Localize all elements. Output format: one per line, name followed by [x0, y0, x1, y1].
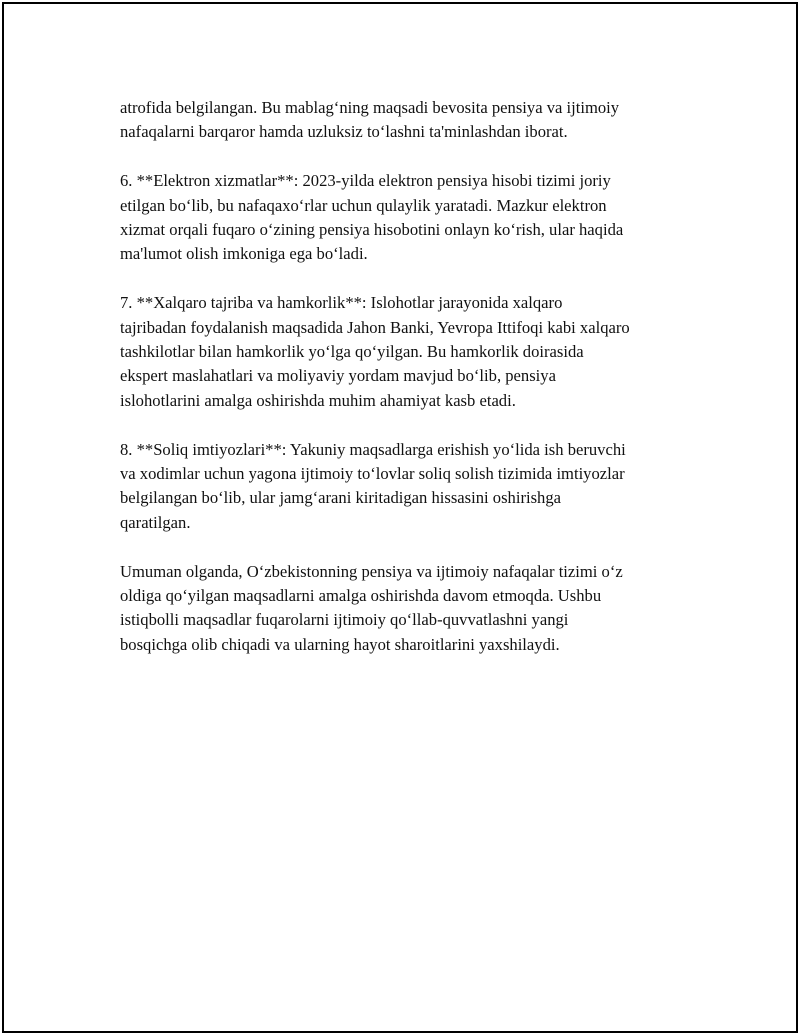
text-line: nafaqalarni barqaror hamda uzluksiz to‘lashni ta'minlashdan iborat. — [120, 122, 568, 142]
text-line: bosqichga olib chiqadi va ularning hayot sharoitlarini yaxshilaydi. — [120, 634, 560, 654]
text-line: 8. **Soliq imtiyozlari**: Yakuniy maqsadlarga erishish yo‘lida ish beruvchi — [120, 439, 626, 459]
text-line: qaratilgan. — [120, 512, 191, 532]
text-line: va xodimlar uchun yagona ijtimoiy to‘lovlar soliq solish tizimida imtiyozlar — [120, 464, 625, 484]
text-line: atrofida belgilangan. Bu mablag‘ning maqsadi bevosita pensiya va ijtimoiy — [120, 98, 620, 117]
paragraph-international-cooperation — [120, 291, 700, 413]
text-line: tajribadan foydalanish maqsadida Jahon Banki, Yevropa Ittifoqi kabi xalqaro — [120, 317, 630, 337]
text-line: islohotlarini amalga oshirishda muhim ahamiyat kasb etadi. — [120, 390, 516, 410]
text-line: belgilangan bo‘lib, ular jamg‘arani kiritadigan hissasini oshirishga — [120, 488, 562, 508]
paragraph-conclusion — [120, 560, 700, 658]
text-line: 7. **Xalqaro tajriba va hamkorlik**: Islohotlar jarayonida xalqaro — [120, 293, 563, 313]
text-line: etilgan bo‘lib, bu nafaqaxo‘rlar uchun qulaylik yaratadi. Mazkur elektron — [120, 195, 607, 215]
paragraph-continuation — [120, 96, 700, 145]
text-line: xizmat orqali fuqaro o‘zining pensiya hisobotini onlayn ko‘rish, ular haqida — [120, 220, 624, 240]
document-body — [120, 96, 700, 682]
text-line: 6. **Elektron xizmatlar**: 2023-yilda elektron pensiya hisobi tizimi joriy — [120, 171, 611, 191]
text-line: tashkilotlar bilan hamkorlik yo‘lga qo‘yilgan. Bu hamkorlik doirasida — [120, 342, 584, 362]
text-line: ekspert maslahatlari va moliyaviy yordam mavjud bo‘lib, pensiya — [120, 366, 556, 386]
paragraph-electronic-services — [120, 169, 700, 267]
text-line: ma'lumot olish imkoniga ega bo‘ladi. — [120, 244, 368, 264]
paragraph-tax-benefits — [120, 438, 700, 536]
document-page — [2, 2, 798, 1033]
text-line: Umuman olganda, O‘zbekistonning pensiya va ijtimoiy nafaqalar tizimi o‘z — [120, 561, 623, 581]
text-line: oldiga qo‘yilgan maqsadlarni amalga oshirishda davom etmoqda. Ushbu — [120, 586, 602, 606]
text-line: istiqbolli maqsadlar fuqarolarni ijtimoiy qo‘llab-quvvatlashni yangi — [120, 610, 569, 630]
